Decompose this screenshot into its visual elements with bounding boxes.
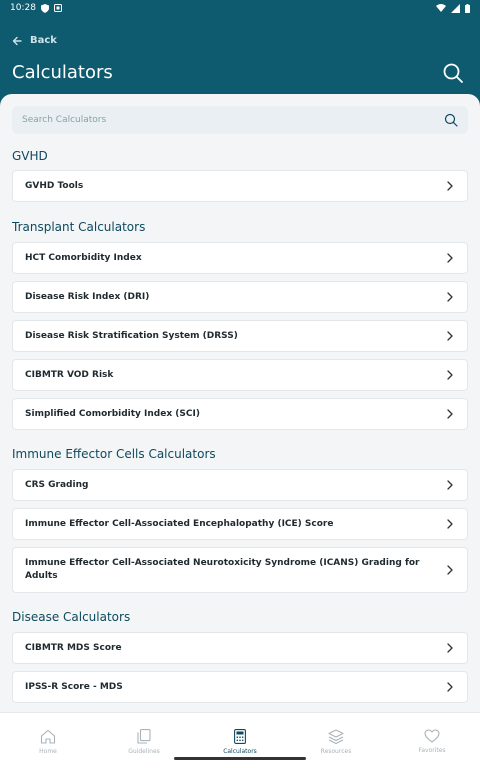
calculator-item-label: Immune Effector Cell-Associated Neurotoxicity Syndrome (ICANS) Grading for Adults xyxy=(25,558,420,581)
nav-label: Resources xyxy=(320,747,352,755)
layers-icon xyxy=(328,729,344,744)
app-bar xyxy=(0,16,480,102)
content-sheet xyxy=(0,94,480,768)
home-icon xyxy=(40,729,56,744)
page-title: Calculators xyxy=(12,62,113,83)
status-time: 10:28 xyxy=(10,3,36,13)
chevron-right-icon xyxy=(445,292,455,302)
section-title-gvhd: GVHD xyxy=(12,149,48,163)
chevron-right-icon xyxy=(445,519,455,529)
chevron-right-icon xyxy=(445,181,455,191)
nav-favorites[interactable] xyxy=(384,713,480,768)
nav-label: Calculators xyxy=(223,747,257,755)
nav-home[interactable] xyxy=(0,713,96,768)
battery-icon xyxy=(465,4,470,13)
chevron-right-icon xyxy=(445,682,455,692)
calculator-item-label: CRS Grading xyxy=(25,479,89,490)
calculator-item-ipss-r[interactable] xyxy=(12,671,468,703)
calculator-item-gvhd-tools[interactable] xyxy=(12,170,468,202)
signal-icon xyxy=(451,4,460,13)
chevron-right-icon xyxy=(445,331,455,341)
section-title-immune-effector: Immune Effector Cells Calculators xyxy=(12,447,216,461)
search-bar[interactable] xyxy=(12,106,468,134)
chevron-right-icon xyxy=(445,409,455,419)
back-button[interactable] xyxy=(12,35,57,46)
section-title-disease: Disease Calculators xyxy=(12,610,131,624)
calculator-item-label: CIBMTR MDS Score xyxy=(25,642,122,653)
chevron-right-icon xyxy=(445,565,455,575)
calculator-item-dri[interactable] xyxy=(12,281,468,313)
calculator-item-hct-comorbidity[interactable] xyxy=(12,242,468,274)
chevron-right-icon xyxy=(445,253,455,263)
search-icon[interactable] xyxy=(442,62,464,84)
nav-label: Home xyxy=(39,747,57,755)
chevron-right-icon xyxy=(445,643,455,653)
calculator-item-vod-risk[interactable] xyxy=(12,359,468,391)
calculator-item-cibmtr-mds[interactable] xyxy=(12,632,468,664)
calculator-item-icans-grading[interactable] xyxy=(12,547,468,593)
calculator-item-drss[interactable] xyxy=(12,320,468,352)
calculator-item-label: Disease Risk Index (DRI) xyxy=(25,291,150,302)
calculator-item-sci[interactable] xyxy=(12,398,468,430)
arrow-left-icon xyxy=(12,36,22,46)
chevron-right-icon xyxy=(445,370,455,380)
documents-icon xyxy=(137,729,151,744)
calculator-item-crs-grading[interactable] xyxy=(12,469,468,501)
calculator-icon xyxy=(234,729,246,744)
calculator-item-label: Simplified Comorbidity Index (SCI) xyxy=(25,408,200,419)
heart-icon xyxy=(424,729,440,743)
shield-icon xyxy=(41,4,49,13)
wifi-icon xyxy=(436,4,446,12)
calculator-item-label: Disease Risk Stratification System (DRSS) xyxy=(25,330,238,341)
calculator-item-label: IPSS-R Score - MDS xyxy=(25,681,123,692)
calculator-item-label: HCT Comorbidity Index xyxy=(25,252,142,263)
search-icon[interactable] xyxy=(444,113,458,127)
calculator-item-label: Immune Effector Cell-Associated Encephalopathy (ICE) Score xyxy=(25,518,334,529)
nav-label: Favorites xyxy=(418,747,446,754)
chevron-right-icon xyxy=(445,480,455,490)
status-bar xyxy=(0,0,480,16)
back-label: Back xyxy=(30,35,57,46)
home-indicator[interactable] xyxy=(174,757,306,760)
calculator-item-label: GVHD Tools xyxy=(25,180,84,191)
nav-label: Guidelines xyxy=(128,747,160,755)
notification-app-icon xyxy=(54,4,62,12)
calculator-item-ice-score[interactable] xyxy=(12,508,468,540)
search-input[interactable] xyxy=(22,115,444,125)
section-title-transplant: Transplant Calculators xyxy=(12,220,146,234)
calculator-item-label: CIBMTR VOD Risk xyxy=(25,369,114,380)
